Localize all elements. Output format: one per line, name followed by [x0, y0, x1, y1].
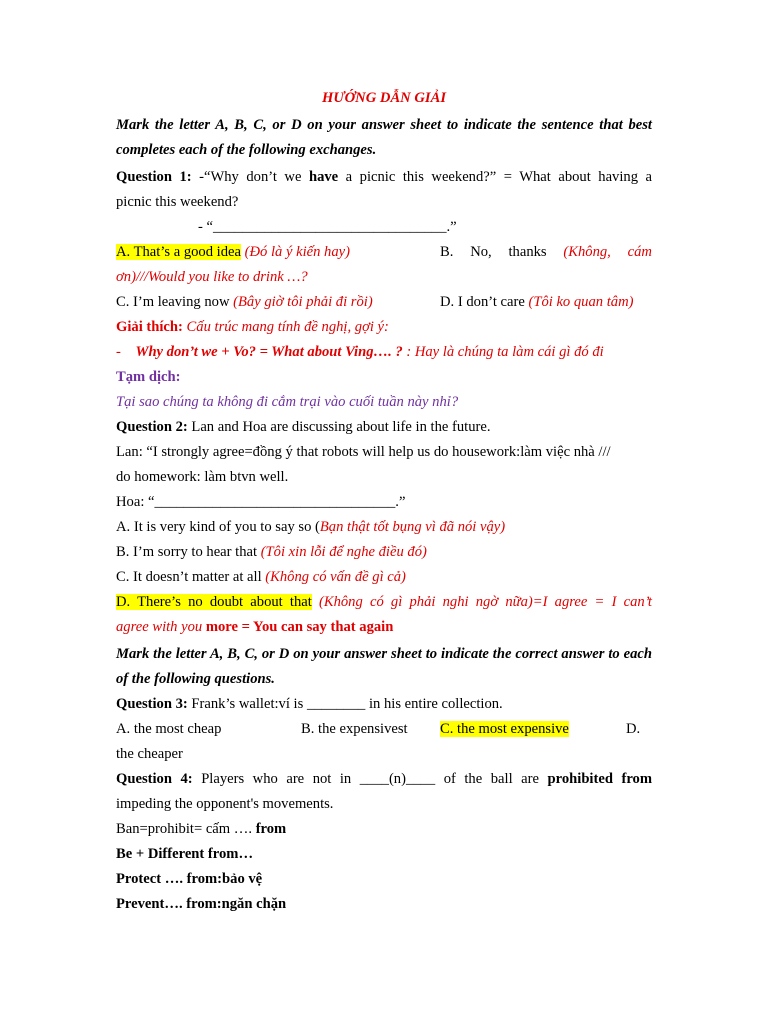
instruction-1: Mark the letter A, B, C, or D on your answer sheet to indicate the sentence that best completes each of the following exchanges. [116, 117, 652, 158]
q2-lan-line2: do homework: làm btvn well. [116, 469, 289, 485]
q4-note-3: Protect …. from:bảo vệ [116, 871, 263, 887]
q1-options-ab [116, 240, 652, 265]
q1-translation: Tại sao chúng ta không đi cắm trại vào cuối tuần này nhỉ? [116, 394, 459, 410]
q1-explanation: Giải thích: Cấu trúc mang tính đề nghị, gợi ý: [116, 319, 389, 335]
q1-structure: - Why don’t we + Vo? = What about Ving…. ? : Hay là chúng ta làm cái gì đó đi [116, 344, 604, 360]
page-title: HƯỚNG DẪN GIẢI [321, 90, 447, 106]
q1-option-b: B. No, thanks (Không, cám [440, 244, 652, 260]
q1-options-cd [116, 290, 652, 315]
q2-hoa-line: Hoa: “_________________________________.” [116, 494, 406, 510]
q3-option-c: C. the most expensive [440, 721, 569, 737]
question-2-label: Question 2: [116, 419, 188, 435]
question-1-label: Question 1: [116, 169, 192, 185]
q3-options [116, 717, 652, 742]
q1-option-d: D. I don’t care (Tôi ko quan tâm) [440, 294, 634, 310]
q2-option-a: A. It is very kind of you to say so (Bạn thật tốt bụng vì đã nói vậy) [116, 519, 506, 535]
q4-note-1: Ban=prohibit= cấm …. from [116, 821, 287, 837]
q1-option-a: A. That’s a good idea (Đó là ý kiến hay) [116, 244, 350, 260]
q1-option-c: C. I’m leaving now (Bây giờ tôi phải đi rồi) [116, 294, 373, 310]
q4-note-2: Be + Different from… [116, 846, 254, 862]
q3-option-b: B. the expensivest [301, 721, 408, 737]
q1-option-b-note: ơn)///Would you like to drink …? [116, 269, 308, 285]
q1-translation-label: Tạm dịch: [116, 369, 181, 385]
q2-option-b: B. I’m sorry to hear that (Tôi xin lỗi để nghe điều đó) [116, 544, 427, 560]
question-3-label: Question 3: [116, 696, 188, 712]
document-page [116, 86, 652, 917]
q2-option-c: C. It doesn’t matter at all (Không có vấn đề gì cả) [116, 569, 406, 585]
question-1: Question 1: -“Why don’t we have a picnic this weekend?” = What about having a [116, 169, 652, 185]
question-2: Question 2: Lan and Hoa are discussing about life in the future. [116, 419, 491, 435]
q2-option-d: D. There’s no doubt about that (Không có gì phải nghi ngờ nữa)=I agree = I can’t [116, 594, 652, 610]
q2-lan-line: Lan: “I strongly agree=đồng ý that robots will help us do housework:làm việc nhà /// [116, 444, 611, 460]
q3-option-d-text: the cheaper [116, 746, 183, 762]
question-4: Question 4: Players who are not in ____(n)____ of the ball are prohibited from [116, 771, 652, 787]
question-4-label: Question 4: [116, 771, 193, 787]
q4-line2: impeding the opponent's movements. [116, 796, 334, 812]
question-1-blank: - “________________________________.” [198, 219, 457, 235]
question-1-line2: picnic this weekend? [116, 194, 239, 210]
q3-option-d: D. [626, 721, 641, 737]
question-3: Question 3: Frank’s wallet:ví is ________ in his entire collection. [116, 696, 503, 712]
q4-note-4: Prevent…. from:ngăn chặn [116, 896, 287, 912]
q2-option-d-note: agree with you more = You can say that again [116, 619, 394, 635]
instruction-2: Mark the letter A, B, C, or D on your answer sheet to indicate the correct answer to each of the following questions. [116, 646, 652, 687]
q3-option-a: A. the most cheap [116, 721, 222, 737]
